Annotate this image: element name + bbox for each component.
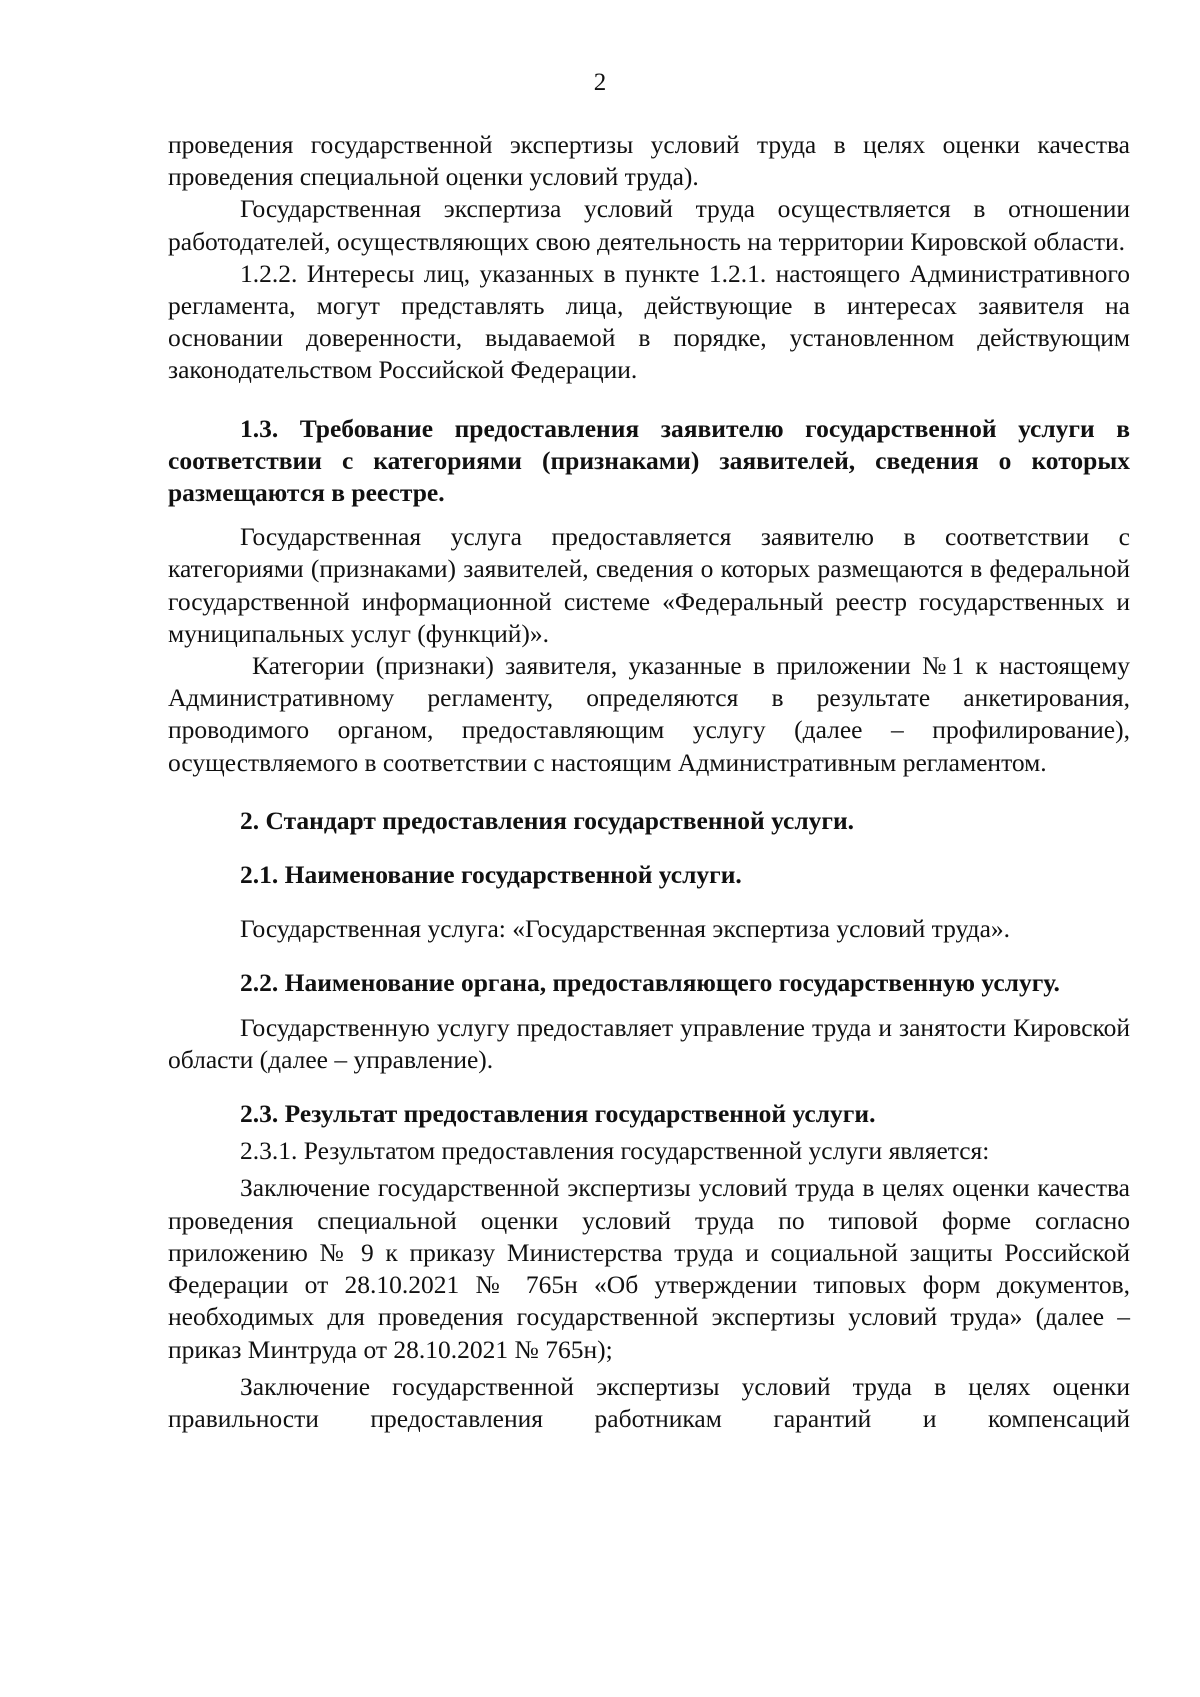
heading-1-3: 1.3. Требование предоставления заявителю государственной услуги в соответствии с категориями (признаками) заявителей, сведения о которых размещаются в реестре. bbox=[168, 413, 1130, 508]
paragraph-conclusion-quality: Заключение государственной экспертизы условий труда в целях оценки качества проведения специальной оценки условий труда по типовой форме согласно приложению № 9 к приказу Министерства труда и социальной защиты Российской Федерации от 28.10.2021 № 765н «Об утверждении типовых форм документов, необходимых для проведения государственной экспертизы условий труда» (далее – приказ Минтруда от 28.10.2021 № 765н); bbox=[168, 1173, 1130, 1364]
heading-2: 2. Стандарт предоставления государственной услуги. bbox=[240, 805, 855, 835]
document-body bbox=[168, 129, 1130, 1435]
paragraph-service-provider: Государственную услугу предоставляет управление труда и занятости Кировской области (далее – управление). bbox=[168, 1012, 1130, 1074]
paragraph-expertise-scope: Государственная экспертиза условий труда осуществляется в отношении работодателей, осуществляющих свою деятельность на территории Кировской области. bbox=[168, 194, 1130, 256]
paragraph-continuation: проведения государственной экспертизы условий труда в целях оценки качества проведения специальной оценки условий труда). bbox=[168, 130, 1130, 192]
heading-2-1: 2.1. Наименование государственной услуги. bbox=[240, 860, 742, 890]
paragraph-1-2-2: 1.2.2. Интересы лиц, указанных в пункте 1.2.1. настоящего Административного регламента, могут представлять лица, действующие в интересах заявителя на основании доверенности, выдаваемой в порядке, установленном действующим законодательством Российской Федерации. bbox=[168, 258, 1130, 385]
paragraph-service-name: Государственная услуга: «Государственная экспертиза условий труда». bbox=[240, 914, 1011, 944]
paragraph-profiling: Категории (признаки) заявителя, указанные в приложении №1 к настоящему Административному регламенту, определяются в результате анкетирования, проводимого органом, предоставляющим услугу (далее – профилирование), осуществляемого в соответствии с настоящим Административным регламентом. bbox=[168, 651, 1130, 777]
heading-2-2: 2.2. Наименование органа, предоставляющего государственную услугу. bbox=[240, 968, 1060, 998]
paragraph-conclusion-guarantees: Заключение государственной экспертизы условий труда в целях оценки правильности предоставления работникам гарантий и компенсаций bbox=[168, 1371, 1130, 1433]
page-number: 2 bbox=[593, 69, 607, 96]
paragraph-2-3-1: 2.3.1. Результатом предоставления государственной услуги является: bbox=[240, 1136, 990, 1166]
heading-2-3: 2.3. Результат предоставления государственной услуги. bbox=[240, 1099, 876, 1129]
paragraph-service-categories: Государственная услуга предоставляется заявителю в соответствии с категориями (признаками) заявителей, сведения о которых размещаются в федеральной государственной информационной системе «Федеральный реестр государственных и муниципальных услуг (функций)». bbox=[168, 522, 1130, 648]
